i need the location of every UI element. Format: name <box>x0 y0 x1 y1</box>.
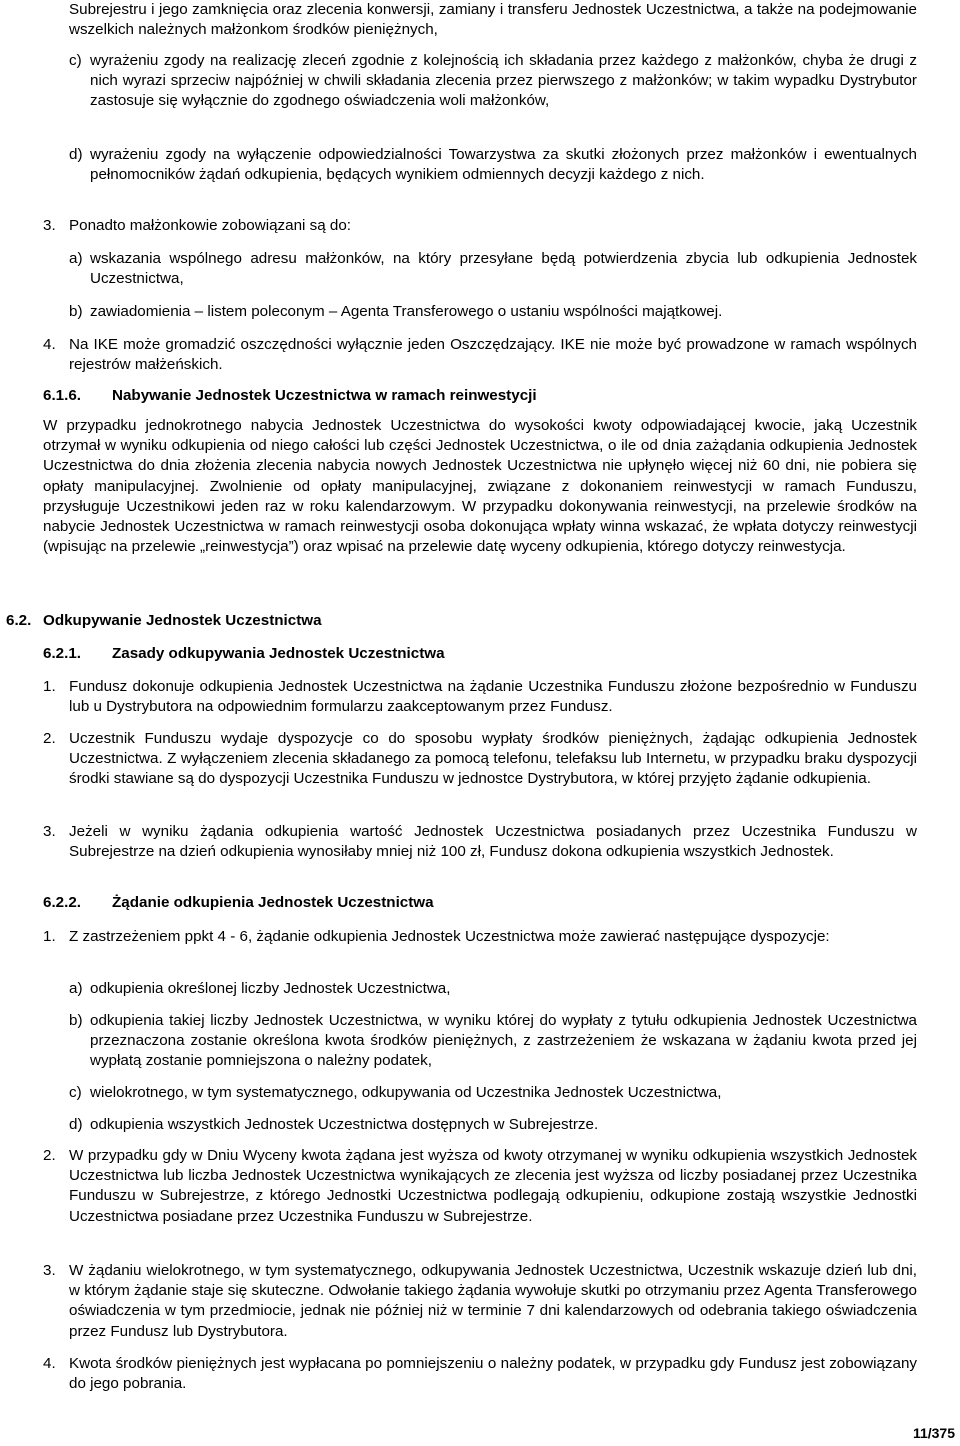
list-label: b) <box>69 303 83 320</box>
list-item-3 <box>43 216 917 236</box>
list-text: odkupienia określonej liczby Jednostek Uczestnictwa, <box>90 980 451 997</box>
page-number: 11/375 <box>912 1425 955 1441</box>
section-title: Żądanie odkupienia Jednostek Uczestnictwa <box>112 894 434 911</box>
list-text: Z zastrzeżeniem ppkt 4 - 6, żądanie odkupienia Jednostek Uczestnictwa może zawierać następujące dyspozycje: <box>69 928 830 945</box>
list-label: 2. <box>43 730 56 747</box>
list-label: c) <box>69 1084 82 1101</box>
rule-6-2-2-item-1a <box>69 979 917 999</box>
rule-6-2-2-item-1 <box>43 927 917 947</box>
list-label: 1. <box>43 678 56 695</box>
list-item-4 <box>43 335 917 375</box>
section-number: 6.2.2. <box>43 894 81 911</box>
list-text: odkupienia wszystkich Jednostek Uczestnictwa dostępnych w Subrejestrze. <box>90 1116 599 1133</box>
list-label: 3. <box>43 1262 56 1279</box>
list-text: Uczestnik Funduszu wydaje dyspozycje co do sposobu wypłaty środków pieniężnych, żądając odkupienia Jednostek Uczestnictwa. Z wyłączeniem zlecenia składanego za pomocą telefonu, telefaksu lub Internetu, w przypadku braku dyspozycji środki stawiane są do dyspozycji Uczestnika Funduszu w jednostce Dystrybutora, w której przyjęto żądanie odkupienia. <box>69 730 917 788</box>
list-text: wskazania wspólnego adresu małżonków, na który przesyłane będą potwierdzenia zbycia lub odkupienia Jednostek Uczestnictwa, <box>90 250 917 288</box>
rule-6-2-2-item-1d <box>69 1115 917 1135</box>
list-label: 3. <box>43 217 56 234</box>
section-title: Odkupywanie Jednostek Uczestnictwa <box>43 612 322 629</box>
list-label: 1. <box>43 928 56 945</box>
intro-paragraph: Subrejestru i jego zamknięcia oraz zlecenia konwersji, zamiany i transferu Jednostek Uczestnictwa, a także na podejmowanie wszelkich należnych małżonkom środków pieniężnych, <box>69 1 917 39</box>
section-heading-6-2-2 <box>43 893 917 913</box>
section-number: 6.2.1. <box>43 645 81 662</box>
list-text: zawiadomienia – listem poleconym – Agenta Transferowego o ustaniu wspólności majątkowej. <box>90 303 723 320</box>
list-label: a) <box>69 250 83 267</box>
rule-6-2-1-item-1 <box>43 677 917 717</box>
section-heading-6-2-1 <box>43 644 917 664</box>
list-label: 3. <box>43 823 56 840</box>
rule-6-2-2-item-4 <box>43 1354 917 1394</box>
list-label: 2. <box>43 1147 56 1164</box>
list-text: Na IKE może gromadzić oszczędności wyłącznie jeden Oszczędzający. IKE nie może być prowadzone w ramach wspólnych rejestrów małżeńskich. <box>69 336 917 374</box>
reinvestment-paragraph: W przypadku jednokrotnego nabycia Jednostek Uczestnictwa do wysokości kwoty odpowiadającej kwocie, jaką Uczestnik otrzymał w wyniku odkupienia od niego całości lub części Jednostek Uczestnictwa, o ile od dnia zażądania odkupienia Jednostek Uczestnictwa do dnia złożenia zlecenia nabycia nowych Jednostek Uczestnictwa nie upłynęło więcej niż 60 dni, nie pobiera się opłaty manipulacyjnej. Zwolnienie od opłaty manipulacyjnej, związane z dokonaniem reinwestycji w ramach Funduszu, przysługuje Uczestnikowi jeden raz w roku kalendarzowym. W przypadku dokonywania reinwestycji, na przelewie środków na nabycie Jednostek Uczestnictwa w ramach reinwestycji osoba dokonująca wpłaty winna wskazać, że wpłata dotyczy reinwestycji (wpisując na przelewie „reinwestycja”) oraz wpisać na przelewie datę wyceny odkupienia, którego dotyczy reinwestycja. <box>43 417 917 556</box>
list-label: a) <box>69 980 83 997</box>
list-label: 4. <box>43 336 56 353</box>
list-item-d <box>69 145 917 185</box>
list-text: Ponadto małżonkowie zobowiązani są do: <box>69 217 351 234</box>
list-item-3b <box>69 302 917 322</box>
list-label: c) <box>69 52 82 69</box>
list-text: W żądaniu wielokrotnego, w tym systematycznego, odkupywania Jednostek Uczestnictwa, Uczestnik wskazuje dzień lub dni, w którym żądanie staje się skuteczne. Odwołanie takiego żądania wywołuje skutki po otrzymaniu przez Agenta Transferowego oświadczenia w tym przedmiocie, jednak nie później niż w terminie 7 dni kalendarzowych od odebrania takiego oświadczenia przez Fundusz lub Dystrybutora. <box>69 1262 917 1340</box>
list-text: wielokrotnego, w tym systematycznego, odkupywania od Uczestnika Jednostek Uczestnictwa, <box>90 1084 722 1101</box>
section-title: Nabywanie Jednostek Uczestnictwa w ramach reinwestycji <box>112 387 537 404</box>
list-text: odkupienia takiej liczby Jednostek Uczestnictwa, w wyniku której do wypłaty z tytułu odkupienia Jednostek Uczestnictwa przeznaczona zostanie określona kwota środków pieniężnych, z zastrzeżeniem że wskazana w żądaniu kwota przed jej wypłatą zostanie pomniejszona o należny podatek, <box>90 1012 917 1070</box>
list-item-3a <box>69 249 917 289</box>
list-label: b) <box>69 1012 83 1029</box>
rule-6-2-1-item-2 <box>43 729 917 790</box>
list-item-c <box>69 51 917 112</box>
rule-6-2-2-item-1c <box>69 1083 917 1103</box>
list-text: Jeżeli w wyniku żądania odkupienia wartość Jednostek Uczestnictwa posiadanych przez Uczestnika Funduszu w Subrejestrze na dzień odkupienia wynosiłaby mniej niż 100 zł, Fundusz dokona odkupienia wszystkich Jednostek. <box>69 823 917 861</box>
list-text: W przypadku gdy w Dniu Wyceny kwota żądana jest wyższa od kwoty otrzymanej w wyniku odkupienia wszystkich Jednostek Uczestnictwa lub liczba Jednostek Uczestnictwa wynikających ze zlecenia jest wyższa od liczby posiadanej przez Uczestnika Funduszu w Subrejestrze, z którego Jednostki Uczestnictwa podlegają odkupieniu, odkupione zostają wszystkie Jednostki Uczestnictwa posiadane przez Uczestnika Funduszu w Subrejestrze. <box>69 1147 917 1225</box>
section-title: Zasady odkupywania Jednostek Uczestnictwa <box>112 645 445 662</box>
section-heading-6-1-6 <box>43 386 917 406</box>
list-text: wyrażeniu zgody na wyłączenie odpowiedzialności Towarzystwa za skutki złożonych przez małżonków i ewentualnych pełnomocników żądań odkupienia, będących wynikiem odmiennych decyzji każdego z nich. <box>90 146 917 184</box>
list-label: d) <box>69 1116 83 1133</box>
rule-6-2-2-item-3 <box>43 1261 917 1342</box>
section-heading-6-2 <box>6 611 917 631</box>
list-text: Kwota środków pieniężnych jest wypłacana po pomniejszeniu o należny podatek, w przypadku gdy Fundusz jest zobowiązany do jego pobrania. <box>69 1355 917 1393</box>
section-number: 6.1.6. <box>43 387 81 404</box>
list-text: Fundusz dokonuje odkupienia Jednostek Uczestnictwa na żądanie Uczestnika Funduszu złożone bezpośrednio w Funduszu lub u Dystrybutora na odpowiednim formularzu zaakceptowanym przez Fundusz. <box>69 678 917 716</box>
list-label: 4. <box>43 1355 56 1372</box>
section-number: 6.2. <box>6 612 32 629</box>
list-text: wyrażeniu zgody na realizację zleceń zgodnie z kolejnością ich składania przez każdego z małżonków, chyba że drugi z nich wyrazi sprzeciw najpóźniej w chwili składania zlecenia przez pierwszego z małżonków; w takim wypadku Dystrybutor zastosuje się wyłącznie do zgodnego oświadczenia woli małżonków, <box>90 52 917 110</box>
rule-6-2-2-item-2 <box>43 1146 917 1227</box>
rule-6-2-1-item-3 <box>43 822 917 862</box>
rule-6-2-2-item-1b <box>69 1011 917 1072</box>
list-label: d) <box>69 146 83 163</box>
